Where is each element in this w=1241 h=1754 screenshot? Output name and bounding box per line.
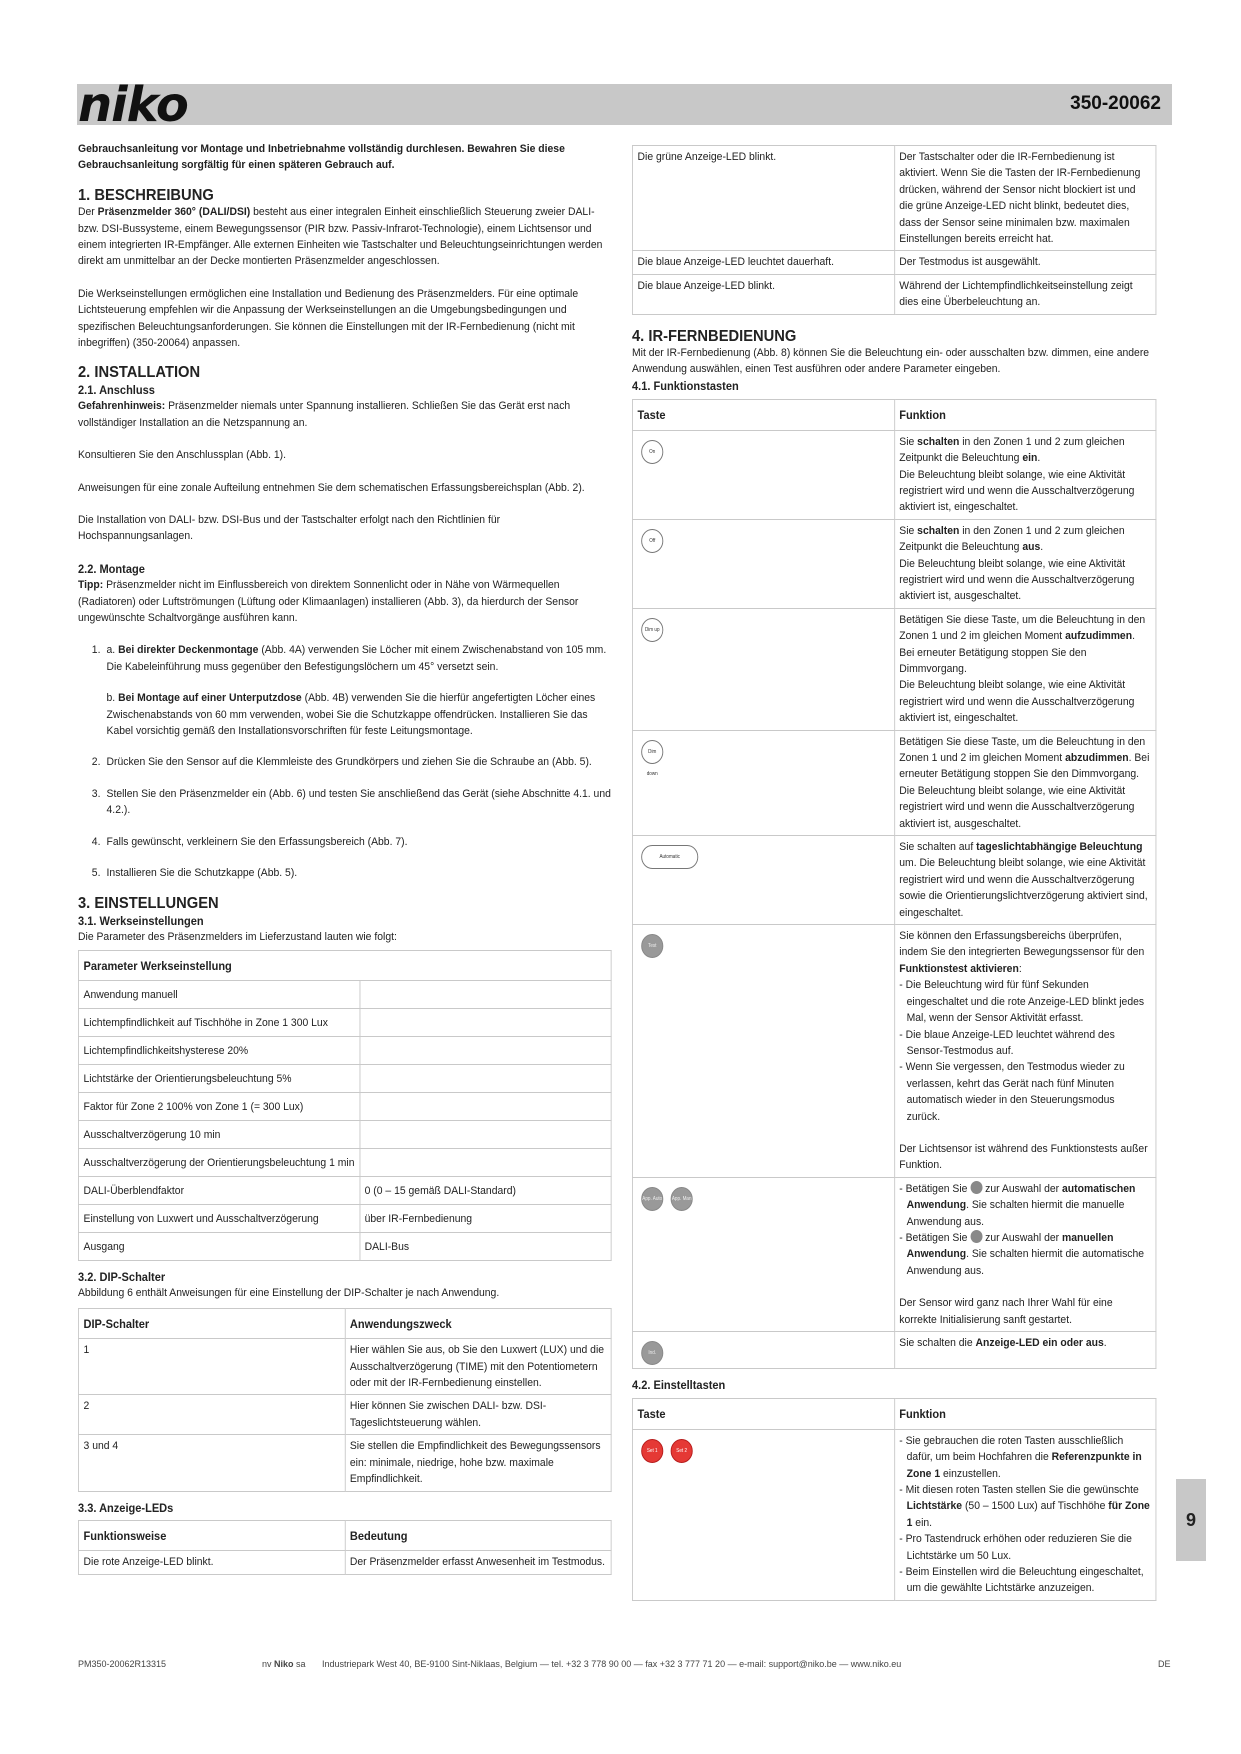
table-cell: Ausgang (78, 1233, 359, 1261)
remote-intro: Mit der IR-Fernbedienung (Abb. 8) können Sie die Beleuchtung ein- oder ausschalten bzw. dimmen, eine andere Anwendung auswählen, einen Test ausführen oder andere Parameter eingeben. (632, 347, 1150, 376)
table-row (632, 146, 1155, 251)
table-row: Test Sie können den Erfassungsbereichs überprüfen, indem Sie den integrierten Bewegungssensor für den Funktionstest aktivieren: - Die Beleuchtung wird für fünf Sekunden eingeschaltet und die rote Anzeige-LED blinkt jedes Mal, wenn der Sensor Aktivität erfasst. - Die blaue Anzeige-LED leuchtet während des Sensor-Testmodus auf. - Wenn Sie vergessen, den Testmodus wieder zu verlassen, kehrt das Gerät nach fünf Minuten automatisch wieder in den Steuerungsmodus zurück. Der Lichtsensor ist während des Funktionstests außer Funktion. (632, 925, 1155, 1178)
table-row (78, 1065, 611, 1093)
page-number-tab: 9 (1176, 1479, 1206, 1561)
table-row: Automatic Sie schalten auf tageslichtabhängige Beleuchtung um. Die Beleuchtung bleibt solange, wie eine Aktivität registriert wird und wenn die Ausschaltverzögerung sowie die Orientierungslichtverzögerung aktiviert sind, eingeschaltet. (632, 836, 1155, 925)
step-1a: 1. a. Bei direkter Deckenmontage (Abb. 4A) verwenden Sie Löcher mit einem Zwischenabstand von 105 mm. Die Kabeleinführung muss gegenüber den Befestigungslöchern um 45° versetzt sein. (91, 644, 607, 673)
table-row (78, 981, 611, 1009)
app-auto-button[interactable]: App. Auto (641, 1187, 663, 1211)
section-2-title: 2. INSTALLATION (78, 364, 201, 382)
table-header: Parameter Werkseinstellung (78, 950, 611, 980)
dip-intro: Abbildung 6 enthält Anweisungen für eine Einstellung der DIP-Schalter je nach Anwendung. (78, 1287, 500, 1300)
on-button[interactable]: On (641, 440, 663, 464)
left-column (78, 141, 612, 1575)
table-cell (360, 1009, 612, 1037)
right-column (632, 145, 1156, 1601)
table-cell: Der Tastschalter oder die IR-Fernbedienung ist aktiviert. Wenn Sie die Tasten der IR-Fernbedienung drücken, während der Sensor nicht blockiert ist und die grüne Anzeige-LED nicht blinkt, bedeutet dies, dass der Sensor seine minimalen bzw. maximalen Einstellungen bereits erreicht hat. (894, 146, 1156, 251)
table-cell: 0 (0 – 15 gemäß DALI-Standard) (360, 1177, 612, 1205)
table-row: Dim up Betätigen Sie diese Taste, um die Beleuchtung in den Zonen 1 und 2 im gleichen Moment aufzudimmen. Bei erneuter Betätigung stoppen Sie den Dimmvorgang. Die Beleuchtung bleibt solange, wie eine Aktivität registriert wird und wenn die Ausschaltverzögerung aktiviert ist, eingeschaltet. (632, 608, 1155, 730)
table-cell (360, 1149, 612, 1177)
app-auto-icon (970, 1181, 982, 1194)
app-man-icon (970, 1230, 982, 1243)
table-cell: Einstellung von Luxwert und Ausschaltverzögerung (78, 1205, 359, 1233)
section-33-title: 3.3. Anzeige-LEDs (78, 1500, 174, 1515)
mounting-steps (78, 642, 612, 881)
table-cell: Die blaue Anzeige-LED blinkt. (632, 274, 894, 314)
section-31-title: 3.1. Werkseinstellungen (78, 913, 204, 928)
table-header: Taste (632, 1399, 894, 1429)
section-4-title: 4. IR-FERNBEDIENUNG (632, 327, 797, 345)
table-cell (360, 981, 612, 1009)
table-cell: DALI-Bus (360, 1233, 612, 1261)
step-1b: b. Bei Montage auf einer Unterputzdose (Abb. 4B) verwenden Sie die hierfür angefertigten Löcher eines Zwischenabstands von 60 mm verwenden, wobei Sie die Schutzkappe offendrücken. Installieren Sie das Kabel vorsichtig gemäß den Installationsvorschriften für feste Leitungsmontage. (106, 692, 596, 737)
table-cell: Während der Lichtempfindlichkeitseinstellung zeigt dies eine Überbeleuchtung an. (894, 274, 1156, 314)
test-button[interactable]: Test (641, 934, 663, 958)
table-cell: Hier können Sie zwischen DALI- bzw. DSI-Tageslichtsteuerung wählen. (345, 1395, 611, 1435)
table-row: Dim down Betätigen Sie diese Taste, um die Beleuchtung in den Zonen 1 und 2 im gleichen Moment abzudimmen. Bei erneuter Betätigung stoppen Sie den Dimmvorgang. Die Beleuchtung bleibt solange, wie eine Aktivität registriert wird und wenn die Ausschaltverzögerung aktiviert ist, ausgeschaltet. (632, 730, 1155, 835)
table-row (78, 1009, 611, 1037)
factory-intro: Die Parameter des Präsenzmelders im Lieferzustand lauten wie folgt: (78, 931, 397, 944)
zone-note: Anweisungen für eine zonale Aufteilung entnehmen Sie dem schematischen Erfassungsbereichsplan (Abb. 2). (78, 481, 585, 494)
table-cell: Ausschaltverzögerung der Orientierungsbeleuchtung 1 min (78, 1149, 359, 1177)
bus-note: Die Installation von DALI- bzw. DSI-Bus und der Tastschalter erfolgt nach den Richtlinien für Hochspannungsanlagen. (78, 513, 501, 543)
footer-language: DE (1158, 1659, 1171, 1669)
app-man-button[interactable]: App. Man (671, 1187, 693, 1211)
table-header: DIP-Schalter (78, 1308, 344, 1338)
indicator-button[interactable]: Ind. (641, 1341, 663, 1365)
table-cell (360, 1037, 612, 1065)
table-row (78, 1339, 611, 1395)
dim-up-button[interactable]: Dim up (641, 618, 663, 642)
table-row: Set 1 Set 2 - Sie gebrauchen die roten Tasten ausschließlich dafür, um beim Hochfahren die Referenzpunkte in Zone 1 einzustellen. - Mit diesen roten Tasten stellen Sie die gewünschte Lichtstärke (50 – 1500 Lux) auf Tischhöhe für Zone 1 ein. - Pro Tastendruck erhöhen oder reduzieren Sie die Lichtstärke um 50 Lux. - Beim Einstellen wird die Beleuchtung eingeschaltet, um die gewählte Lichtstärke anzuzeigen. (632, 1429, 1155, 1600)
table-header: Funktion (894, 400, 1156, 430)
table-cell: Lichtempfindlichkeit auf Tischhöhe in Zone 1 300 Lux (78, 1009, 359, 1037)
table-cell (360, 1093, 612, 1121)
table-row (78, 1093, 611, 1121)
table-cell: Der Testmodus ist ausgewählt. (894, 251, 1156, 274)
intro: Gebrauchsanleitung vor Montage und Inbetriebnahme vollständig durchlesen. Bewahren Sie diese Gebrauchsanleitung sorgfältig für einen späteren Gebrauch auf. (78, 143, 565, 172)
section-1-title: 1. BESCHREIBUNG (78, 186, 214, 204)
table-row (78, 1121, 611, 1149)
table-row (78, 1149, 611, 1177)
table-cell: Die grüne Anzeige-LED blinkt. (632, 146, 894, 251)
table-cell: 2 (78, 1395, 344, 1435)
table-cell: Hier wählen Sie aus, ob Sie den Luxwert (LUX) und die Ausschaltverzögerung (TIME) mit den Potentiometern oder mit der IR-Fernbedienung einstellen. (345, 1339, 611, 1395)
table-row (78, 1435, 611, 1491)
table-row: Die rote Anzeige-LED blinkt. Der Präsenzmelder erfasst Anwesenheit im Testmodus. (78, 1551, 611, 1574)
table-cell (360, 1065, 612, 1093)
table-row (78, 1205, 611, 1233)
table-row (78, 1177, 611, 1205)
led-table-continued (632, 145, 1156, 315)
function-keys-table (632, 399, 1156, 1369)
table-header: Anwendungszweck (345, 1308, 611, 1338)
section-41-title: 4.1. Funktionstasten (632, 378, 739, 393)
niko-logo: niko (78, 77, 188, 133)
set-2-button[interactable]: Set 2 (671, 1439, 693, 1463)
table-row (632, 251, 1155, 274)
led-table (78, 1520, 612, 1575)
section-32-title: 3.2. DIP-Schalter (78, 1270, 166, 1285)
step-3: 3. Stellen Sie den Präsenzmelder ein (Abb. 6) und testen Sie anschließend das Gerät (siehe Abschnitte 4.1. und 4.2.). (91, 787, 611, 817)
automatic-button[interactable]: Automatic (641, 845, 698, 869)
step-5: 5. Installieren Sie die Schutzkappe (Abb. 5). (91, 867, 298, 879)
setting-keys-table (632, 1398, 1156, 1600)
footer-company: nv Niko sa (262, 1659, 306, 1669)
table-row (78, 1233, 611, 1261)
table-cell: Lichtempfindlichkeitshysterese 20% (78, 1037, 359, 1065)
footer-address: Industriepark West 40, BE-9100 Sint-Niklaas, Belgium — tel. +32 3 778 90 00 — fax +32 3 777 71 20 — e-mail: support@niko.be — www.niko.eu (322, 1659, 902, 1669)
off-button[interactable]: Off (641, 529, 663, 553)
table-row: On Sie schalten in den Zonen 1 und 2 zum gleichen Zeitpunkt die Beleuchtung ein. Die Beleuchtung bleibt solange, wie eine Aktivität registriert wird und wenn die Ausschaltverzögerung aktiviert ist, eingeschaltet. (632, 430, 1155, 519)
factory-settings-table (78, 950, 612, 1261)
set-1-button[interactable]: Set 1 (641, 1439, 663, 1463)
document-number: 350-20062 (1070, 93, 1161, 114)
table-row (632, 274, 1155, 314)
wiring-note: Konsultieren Sie den Anschlussplan (Abb. 1). (78, 449, 286, 462)
table-cell: 1 (78, 1339, 344, 1395)
table-cell: Faktor für Zone 2 100% von Zone 1 (= 300 Lux) (78, 1093, 359, 1121)
section-3-title: 3. EINSTELLUNGEN (78, 895, 219, 913)
table-cell: Ausschaltverzögerung 10 min (78, 1121, 359, 1149)
table-header: Taste (632, 400, 894, 430)
table-cell: 3 und 4 (78, 1435, 344, 1491)
table-row (78, 1037, 611, 1065)
dip-table (78, 1308, 612, 1492)
table-row: App. Auto App. Man - Betätigen Sie zur Auswahl der automatischen Anwendung. Sie schalten hiermit die manuelle Anwendung aus. - Betätigen Sie zur Auswahl der manuellen Anwendung. Sie schalten hiermit die automatische Anwendung aus. Der Sensor wird ganz nach Ihrer Wahl für eine korrekte Initialisierung sanft gestartet. (632, 1177, 1155, 1331)
table-cell: Anwendung manuell (78, 981, 359, 1009)
table-header: Funktion (894, 1399, 1156, 1429)
step-2: 2. Drücken Sie den Sensor auf die Klemmleiste des Grundkörpers und ziehen Sie die Schraube an (Abb. 5). (91, 756, 592, 769)
table-cell: über IR-Fernbedienung (360, 1205, 612, 1233)
table-cell: DALI-Überblendfaktor (78, 1177, 359, 1205)
table-cell: Lichtstärke der Orientierungsbeleuchtung 5% (78, 1065, 359, 1093)
table-row: Off Sie schalten in den Zonen 1 und 2 zum gleichen Zeitpunkt die Beleuchtung aus. Die Beleuchtung bleibt solange, wie eine Aktivität registriert wird und wenn die Ausschaltverzögerung aktiviert ist, ausgeschaltet. (632, 519, 1155, 608)
table-cell: Sie stellen die Empfindlichkeit des Bewegungssensors ein: minimale, niedrige, hohe bzw. maximale Empfindlichkeit. (345, 1435, 611, 1491)
table-header: Funktionsweise (78, 1520, 344, 1550)
description-paragraph: Der Präsenzmelder 360° (DALI/DSI) besteht aus einer integralen Einheit einschließlich Steuerung zweier DALI- bzw. DSI-Bussysteme, einem Bewegungssensor (PIR bzw. Passiv-Infrarot-Technologie), einem Lichtsensor und einem integrierten IR-Empfänger. Alle externen Einheiten wie Tastschalter und Beleuchtungseinrichtungen werden direkt am unmittelbar an der Decke montierten Präsenzmelder angeschlossen. (78, 206, 603, 268)
table-row (78, 1395, 611, 1435)
table-cell (360, 1121, 612, 1149)
header-bar (77, 84, 1172, 125)
tip-note: Tipp: Präsenzmelder nicht im Einflussbereich von direktem Sonnenlicht oder in Nähe von Wärmequellen (Radiatoren) oder Luftströmungen (Lüftung oder Klimaanlagen) installieren (Abb. 3), da hierdurch der Sensor ungewünschte Schaltvorgänge ausführen kann. (78, 579, 579, 624)
table-row: Ind. Sie schalten die Anzeige-LED ein oder aus. (632, 1332, 1155, 1369)
dim-down-button[interactable]: Dim down (641, 740, 663, 764)
table-header: Bedeutung (345, 1520, 611, 1550)
footer-code: PM350-20062R13315 (78, 1659, 167, 1669)
step-4: 4. Falls gewünscht, verkleinern Sie den Erfassungsbereich (Abb. 7). (91, 835, 408, 848)
section-21-title: 2.1. Anschluss (78, 382, 155, 397)
factory-settings-paragraph: Die Werkseinstellungen ermöglichen eine Installation und Bedienung des Präsenzmelders. Für eine optimale Lichtsteuerung empfehlen wir die Anpassung der Werkseinstellungen an die Umgebungsbedingungen und spezifischen Beleuchtungsanforderungen. Sie können die Einstellungen mit der IR-Fernbedienung (nicht mit inbegriffen) (350-20064) anpassen. (78, 287, 579, 350)
danger-note: Gefahrenhinweis: Präsenzmelder niemals unter Spannung installieren. Schließen Sie das Gerät erst nach vollständiger Installation an die Netzspannung an. (78, 400, 571, 429)
section-42-title: 4.2. Einstelltasten (632, 1378, 726, 1392)
section-22-title: 2.2. Montage (78, 561, 145, 576)
table-cell: Die blaue Anzeige-LED leuchtet dauerhaft. (632, 251, 894, 274)
